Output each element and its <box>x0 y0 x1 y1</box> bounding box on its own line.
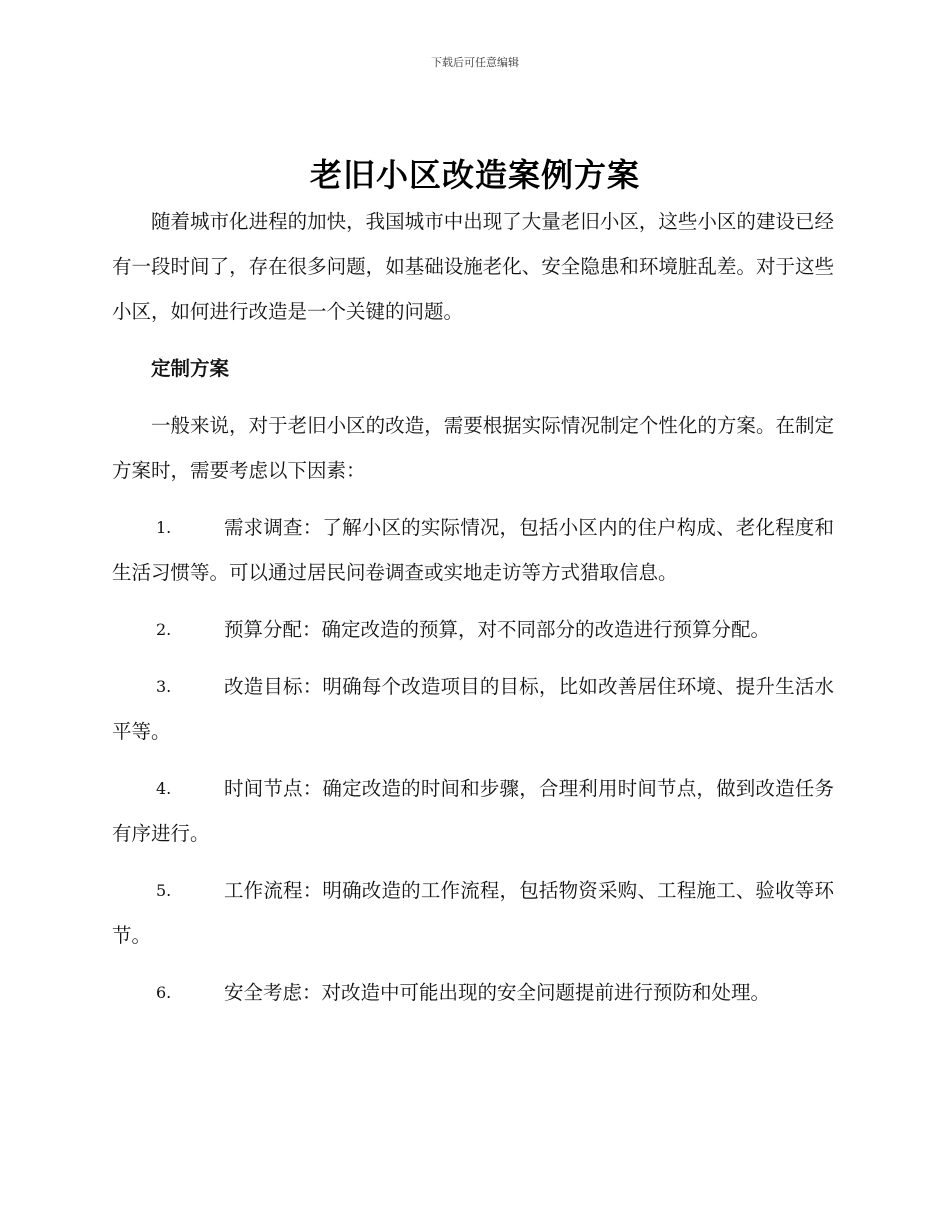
list-number: 2. <box>156 620 172 639</box>
document-body <box>112 199 834 1015</box>
list-item-6 <box>112 970 834 1015</box>
header-note: 下载后可任意编辑 <box>431 56 519 69</box>
document-title: 老旧小区改造案例方案 <box>309 156 640 194</box>
list-number: 1. <box>156 518 172 537</box>
list-item-text: 安全考虑：对改造中可能出现的安全问题提前进行预防和处理。 <box>224 981 771 1004</box>
list-number: 6. <box>156 983 172 1002</box>
list-item-text: 工作流程：明确改造的工作流程，包括物资采购、工程施工、验收等环节。 <box>112 879 834 947</box>
section-heading: 定制方案 <box>151 357 230 380</box>
list-number: 3. <box>156 677 172 696</box>
list-item-2 <box>112 607 834 652</box>
section-intro-paragraph: 一般来说，对于老旧小区的改造，需要根据实际情况制定个性化的方案。在制定方案时，需要考虑以下因素： <box>112 414 834 482</box>
list-item-text: 改造目标：明确每个改造项目的目标，比如改善居住环境、提升生活水平等。 <box>112 675 834 743</box>
list-item-4 <box>112 766 834 856</box>
list-item-5 <box>112 868 834 958</box>
list-number: 5. <box>156 881 172 900</box>
intro-paragraph: 随着城市化进程的加快，我国城市中出现了大量老旧小区，这些小区的建设已经有一段时间了，存在很多问题，如基础设施老化、安全隐患和环境脏乱差。对于这些小区，如何进行改造是一个关键的问题。 <box>112 210 834 323</box>
list-item-text: 时间节点：确定改造的时间和步骤，合理利用时间节点，做到改造任务有序进行。 <box>112 777 834 845</box>
list-item-text: 需求调查：了解小区的实际情况，包括小区内的住户构成、老化程度和生活习惯等。可以通过居民问卷调查或实地走访等方式猎取信息。 <box>112 516 834 584</box>
list-item-1 <box>112 505 834 595</box>
list-item-text: 预算分配：确定改造的预算，对不同部分的改造进行预算分配。 <box>224 618 771 641</box>
list-item-3 <box>112 664 834 754</box>
list-number: 4. <box>156 779 172 798</box>
